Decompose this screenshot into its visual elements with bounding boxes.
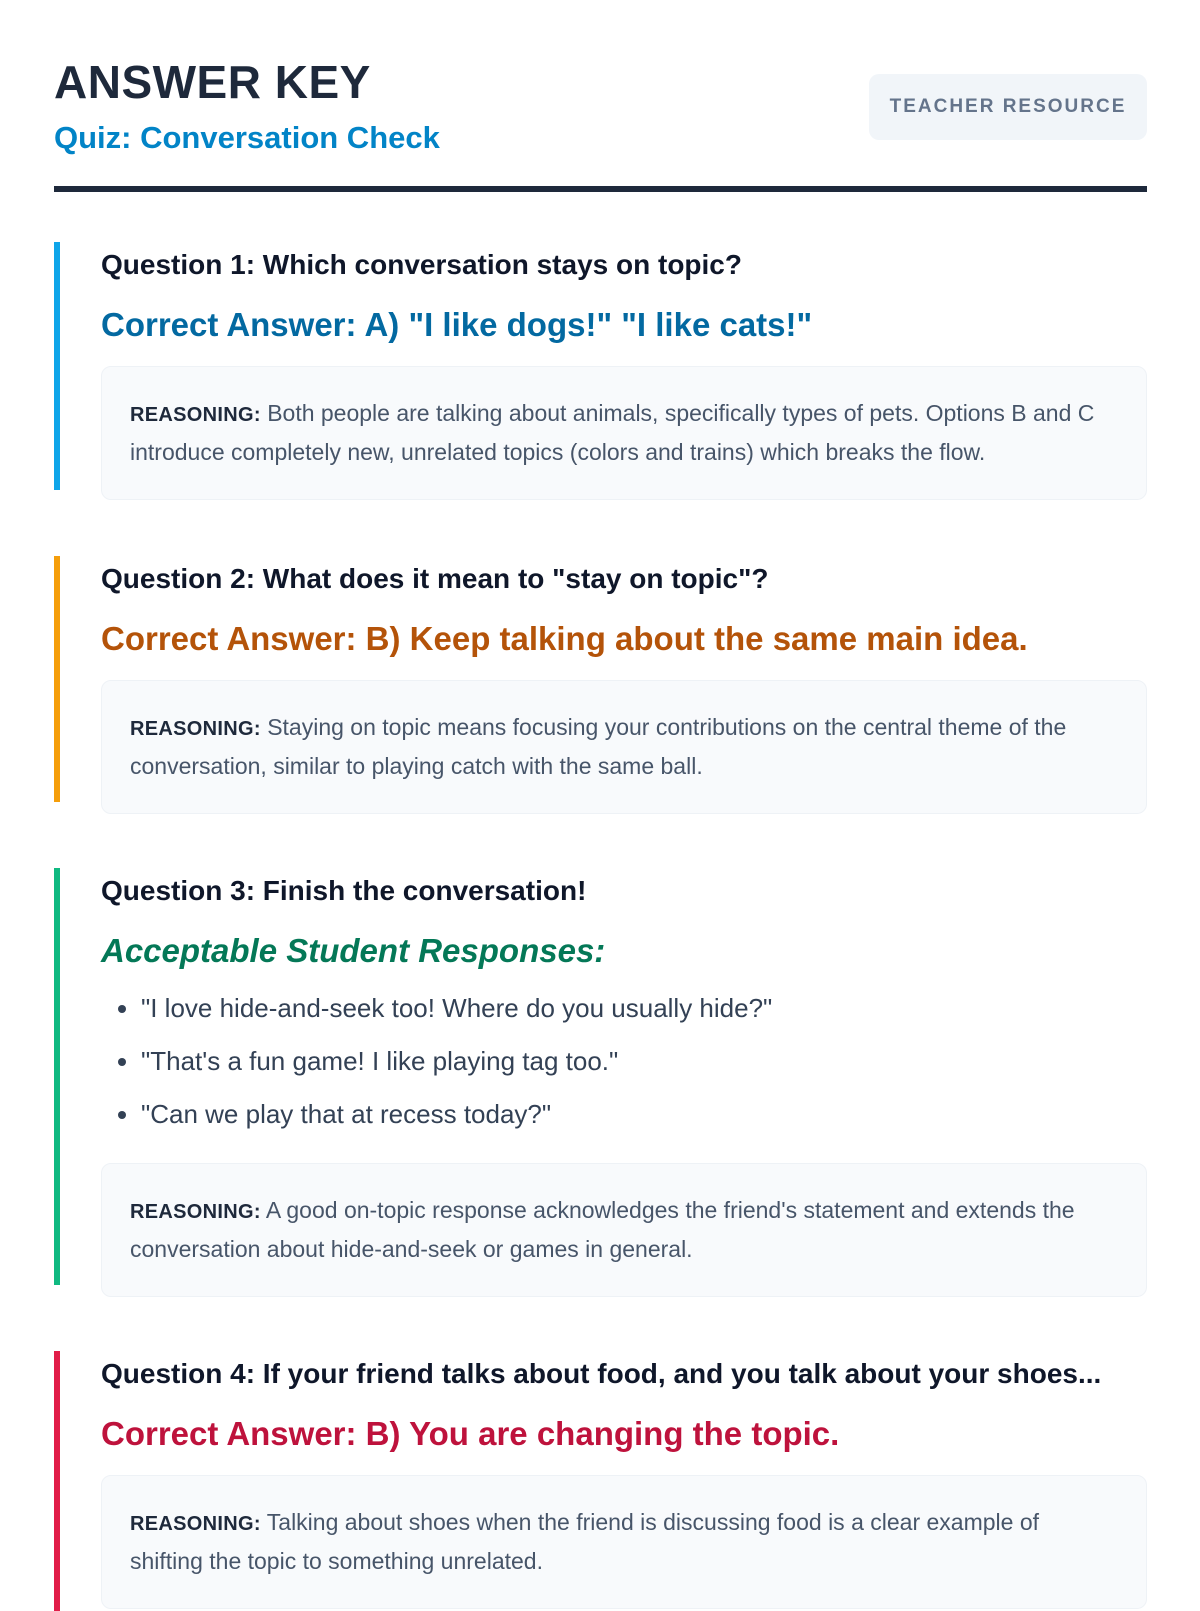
reasoning-label: REASONING:: [130, 404, 261, 426]
question-1-section: [54, 242, 1147, 490]
response-item: • "I love hide-and-seek too! Where do you usually hide?": [141, 990, 1147, 1027]
question-4-reasoning-text: Talking about shoes when the friend is discussing food is a clear example of shifting the topic to something unrelated.: [130, 1509, 1039, 1574]
question-3-title: Question 3: Finish the conversation!: [101, 875, 587, 906]
teacher-resource-badge: TEACHER RESOURCE: [869, 74, 1147, 140]
question-4-section: [54, 1351, 1147, 1611]
question-3-section: [54, 868, 1147, 1285]
question-4-accent-bar: [54, 1351, 60, 1611]
question-1-reasoning-box: [101, 366, 1147, 500]
question-1-title: Question 1: Which conversation stays on topic?: [101, 249, 742, 280]
page-header: [54, 54, 1147, 194]
question-3-reasoning-text: A good on-topic response acknowledges the friend's statement and extends the conversation about hide-and-seek or games in general.: [130, 1197, 1075, 1262]
quiz-subtitle: Quiz: Conversation Check: [54, 120, 440, 155]
question-3-accent-bar: [54, 868, 60, 1285]
reasoning-label: REASONING:: [130, 1201, 261, 1223]
question-4-correct-answer: Correct Answer: B) You are changing the topic.: [101, 1415, 840, 1452]
question-2-reasoning-box: [101, 680, 1147, 814]
page-title: ANSWER KEY: [54, 56, 371, 108]
question-4-title: Question 4: If your friend talks about food, and you talk about your shoes...: [101, 1358, 1102, 1389]
response-item: • "Can we play that at recess today?": [141, 1096, 1147, 1133]
question-4-reasoning-box: [101, 1475, 1147, 1609]
acceptable-responses-list: [101, 990, 1147, 1133]
response-item: • "That's a fun game! I like playing tag too.": [141, 1043, 1147, 1080]
reasoning-label: REASONING:: [130, 718, 261, 740]
question-1-reasoning-text: Both people are talking about animals, specifically types of pets. Options B and C introduce completely new, unrelated topics (colors and trains) which breaks the flow.: [130, 400, 1095, 465]
question-2-reasoning-text: Staying on topic means focusing your contributions on the central theme of the conversation, similar to playing catch with the same ball.: [130, 714, 1067, 779]
header-divider: [54, 186, 1147, 192]
question-3-acceptable-responses-heading: Acceptable Student Responses:: [101, 932, 606, 969]
question-3-reasoning-box: [101, 1163, 1147, 1297]
question-2-accent-bar: [54, 556, 60, 802]
reasoning-label: REASONING:: [130, 1513, 261, 1535]
question-2-title: Question 2: What does it mean to "stay on topic"?: [101, 563, 769, 594]
question-2-section: [54, 556, 1147, 802]
question-1-accent-bar: [54, 242, 60, 490]
question-1-correct-answer: Correct Answer: A) "I like dogs!" "I like cats!": [101, 306, 813, 343]
question-2-correct-answer: Correct Answer: B) Keep talking about the same main idea.: [101, 620, 1028, 657]
